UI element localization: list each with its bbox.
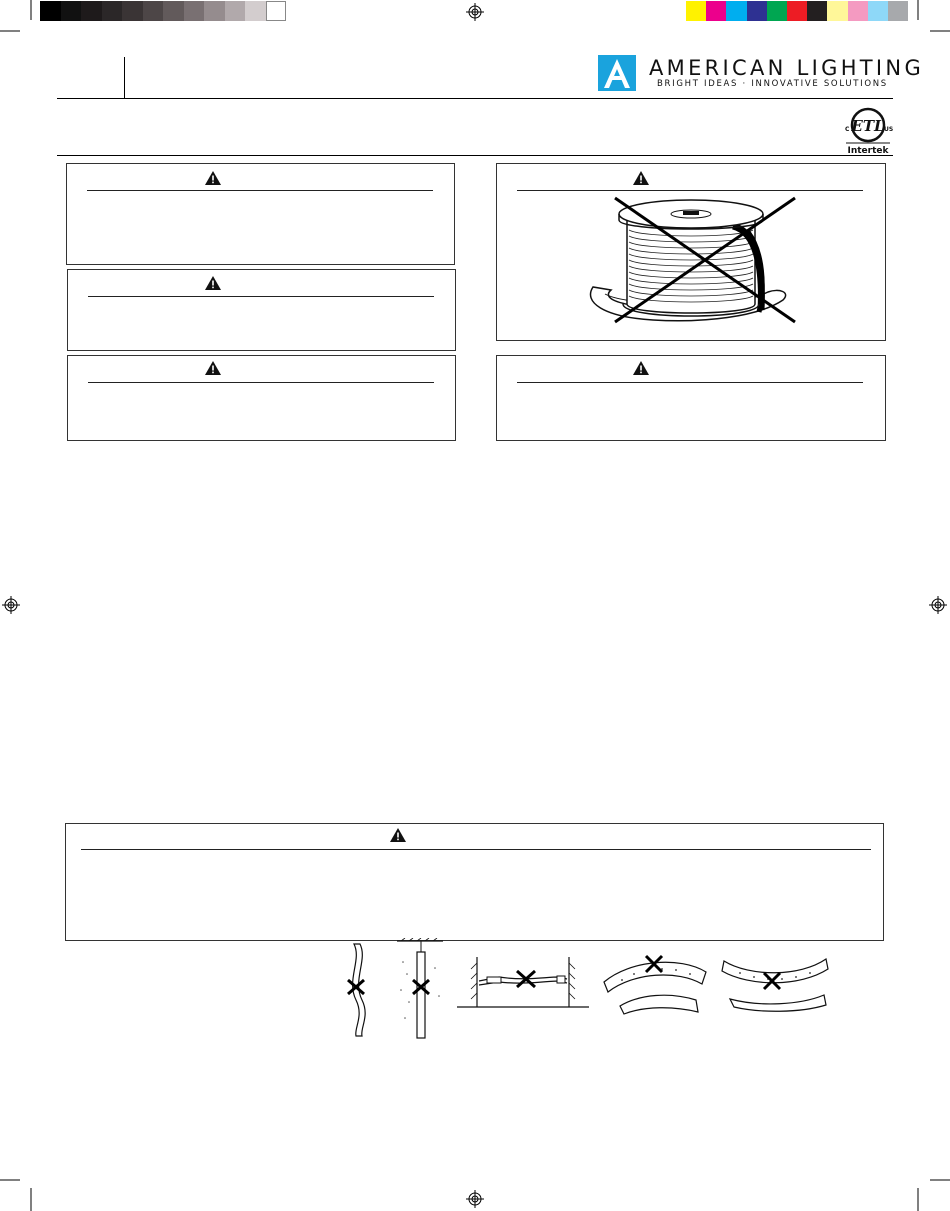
warning-box-rule [87,190,433,191]
warning-box-rule [517,190,863,191]
warning-triangle-icon [632,170,650,186]
etl-certification-mark [842,104,894,156]
header-divider-vertical [124,57,125,98]
warning-box-4 [496,355,886,441]
warning-triangle-icon [389,827,407,843]
warning-box-large [65,823,884,941]
warning-box-2 [67,269,456,351]
twisted-strip-illustration [340,940,380,1040]
etl-mark: ETL [851,117,885,135]
warning-box-rule [88,382,434,383]
warning-box-1 [66,163,455,265]
etl-left-letter: C [845,126,850,133]
intertek-label: Intertek [847,146,889,156]
warning-box-rule [88,296,434,297]
curved-strip-illustration-2 [720,955,830,1015]
hanging-strip-illustration [395,938,445,1042]
warning-box-3 [67,355,456,441]
brand-name: AMERICAN LIGHTING [649,56,925,80]
warning-triangle-icon [204,275,222,291]
warning-triangle-icon [632,360,650,376]
warning-box-spool [496,163,886,341]
warning-box-rule [517,382,863,383]
warning-triangle-icon [204,170,222,186]
curved-strip-illustration-1 [600,950,710,1020]
coiled-spool-illustration [583,192,799,342]
section-rule [57,155,893,156]
american-lighting-logo-icon [598,55,636,91]
etl-right-letters: US [884,126,894,133]
warning-triangle-icon [204,360,222,376]
warning-box-rule [81,849,871,850]
stretched-strip-illustration [455,955,591,1017]
brand-tagline: BRIGHT IDEAS · INNOVATIVE SOLUTIONS [657,79,888,89]
header-rule [57,98,893,99]
